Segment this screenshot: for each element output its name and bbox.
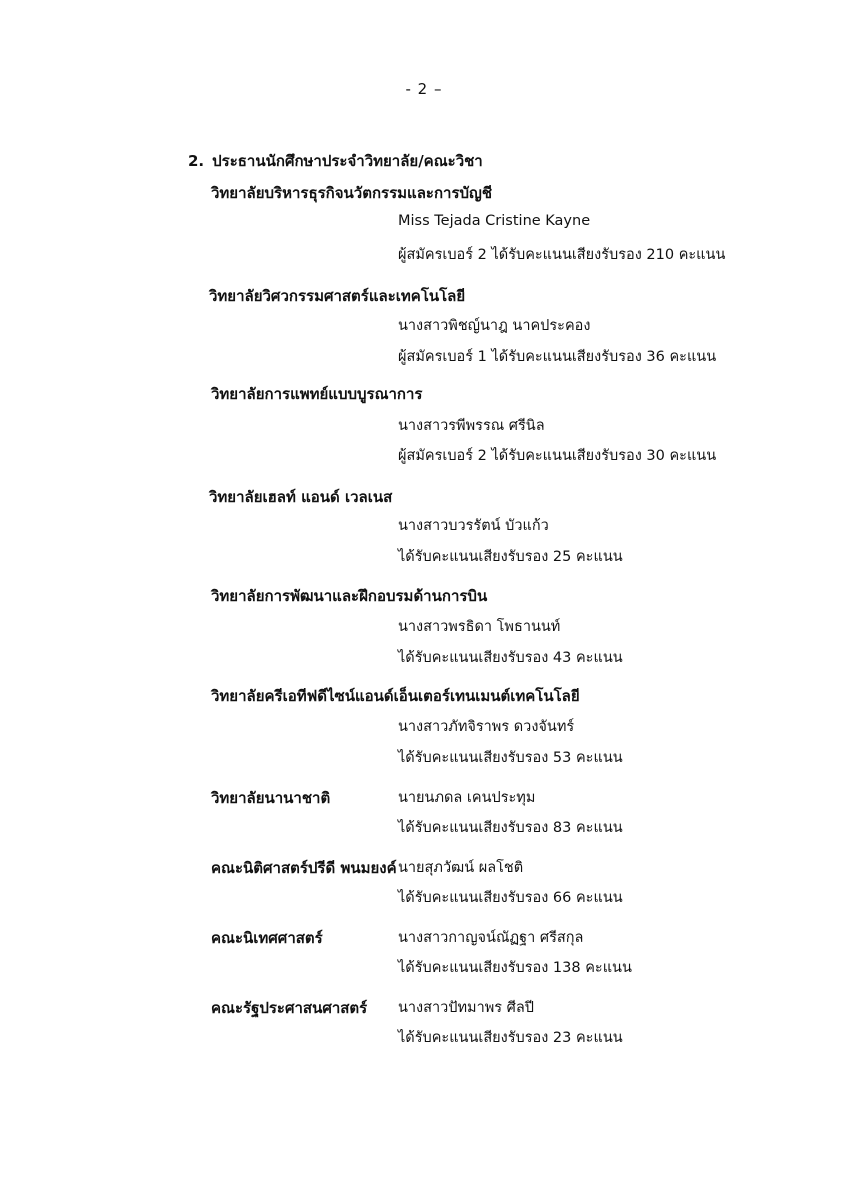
college-name: วิทยาลัยบริหารธุรกิจนวัตกรรมและการบัญชี [211, 184, 492, 202]
candidate-name: นางสาวปัทมาพร ศีลปี [398, 1000, 534, 1016]
vote-result: ได้รับคะแนนเสียงรับรอง 66 คะแนน [398, 890, 623, 906]
candidate-name: นางสาวกาญจน์ณัฏฐา ศรีสกุล [398, 930, 584, 946]
section-heading [188, 149, 483, 173]
candidate-name: นายสุภวัฒน์ ผลโชติ [398, 860, 524, 876]
vote-result: ได้รับคะแนนเสียงรับรอง 43 คะแนน [398, 650, 623, 666]
section-number: 2. [188, 152, 205, 170]
candidate-name: นางสาวพิชญ์นาฎ นาคประคอง [398, 318, 591, 334]
candidate-name: นางสาวรพีพรรณ ศรีนิล [398, 418, 545, 434]
vote-result: ผู้สมัครเบอร์ 1 ได้รับคะแนนเสียงรับรอง 36 คะแนน [398, 349, 717, 365]
college-name: วิทยาลัยนานาชาติ [211, 789, 331, 807]
college-name: คณะนิเทศศาสตร์ [211, 929, 323, 947]
candidate-name: นางสาวพรธิดา โพธานนท์ [398, 619, 561, 635]
vote-result: ผู้สมัครเบอร์ 2 ได้รับคะแนนเสียงรับรอง 210 คะแนน [398, 247, 726, 263]
college-name: คณะรัฐประศาสนศาสตร์ [211, 999, 368, 1017]
vote-result: ได้รับคะแนนเสียงรับรอง 138 คะแนน [398, 960, 632, 976]
college-name: วิทยาลัยครีเอทีฟดีไซน์แอนด์เอ็นเตอร์เทนเมนต์เทคโนโลยี [211, 687, 580, 705]
page-number: - 2 – [405, 80, 443, 98]
candidate-name: Miss Tejada Cristine Kayne [398, 213, 591, 229]
vote-result: ได้รับคะแนนเสียงรับรอง 83 คะแนน [398, 820, 623, 836]
college-name: วิทยาลัยเฮลท์ แอนด์ เวลเนส [209, 488, 393, 506]
candidate-name: นางสาวภัทจิราพร ดวงจันทร์ [398, 719, 575, 735]
vote-result: ได้รับคะแนนเสียงรับรอง 25 คะแนน [398, 549, 623, 565]
college-name: คณะนิติศาสตร์ปรีดี พนมยงค์ [211, 859, 397, 877]
candidate-name: นางสาวบวรรัตน์ บัวแก้ว [398, 518, 549, 534]
college-name: วิทยาลัยการพัฒนาและฝึกอบรมด้านการบิน [211, 587, 488, 605]
college-name: วิทยาลัยวิศวกรรมศาสตร์และเทคโนโลยี [209, 287, 466, 305]
candidate-name: นายนภดล เคนประทุม [398, 790, 536, 806]
college-name: วิทยาลัยการแพทย์แบบบูรณาการ [211, 385, 423, 403]
vote-result: ได้รับคะแนนเสียงรับรอง 53 คะแนน [398, 750, 623, 766]
vote-result: ผู้สมัครเบอร์ 2 ได้รับคะแนนเสียงรับรอง 30 คะแนน [398, 448, 717, 464]
vote-result: ได้รับคะแนนเสียงรับรอง 23 คะแนน [398, 1030, 623, 1046]
section-title: ประธานนักศึกษาประจำวิทยาลัย/คณะวิชา [212, 152, 483, 170]
